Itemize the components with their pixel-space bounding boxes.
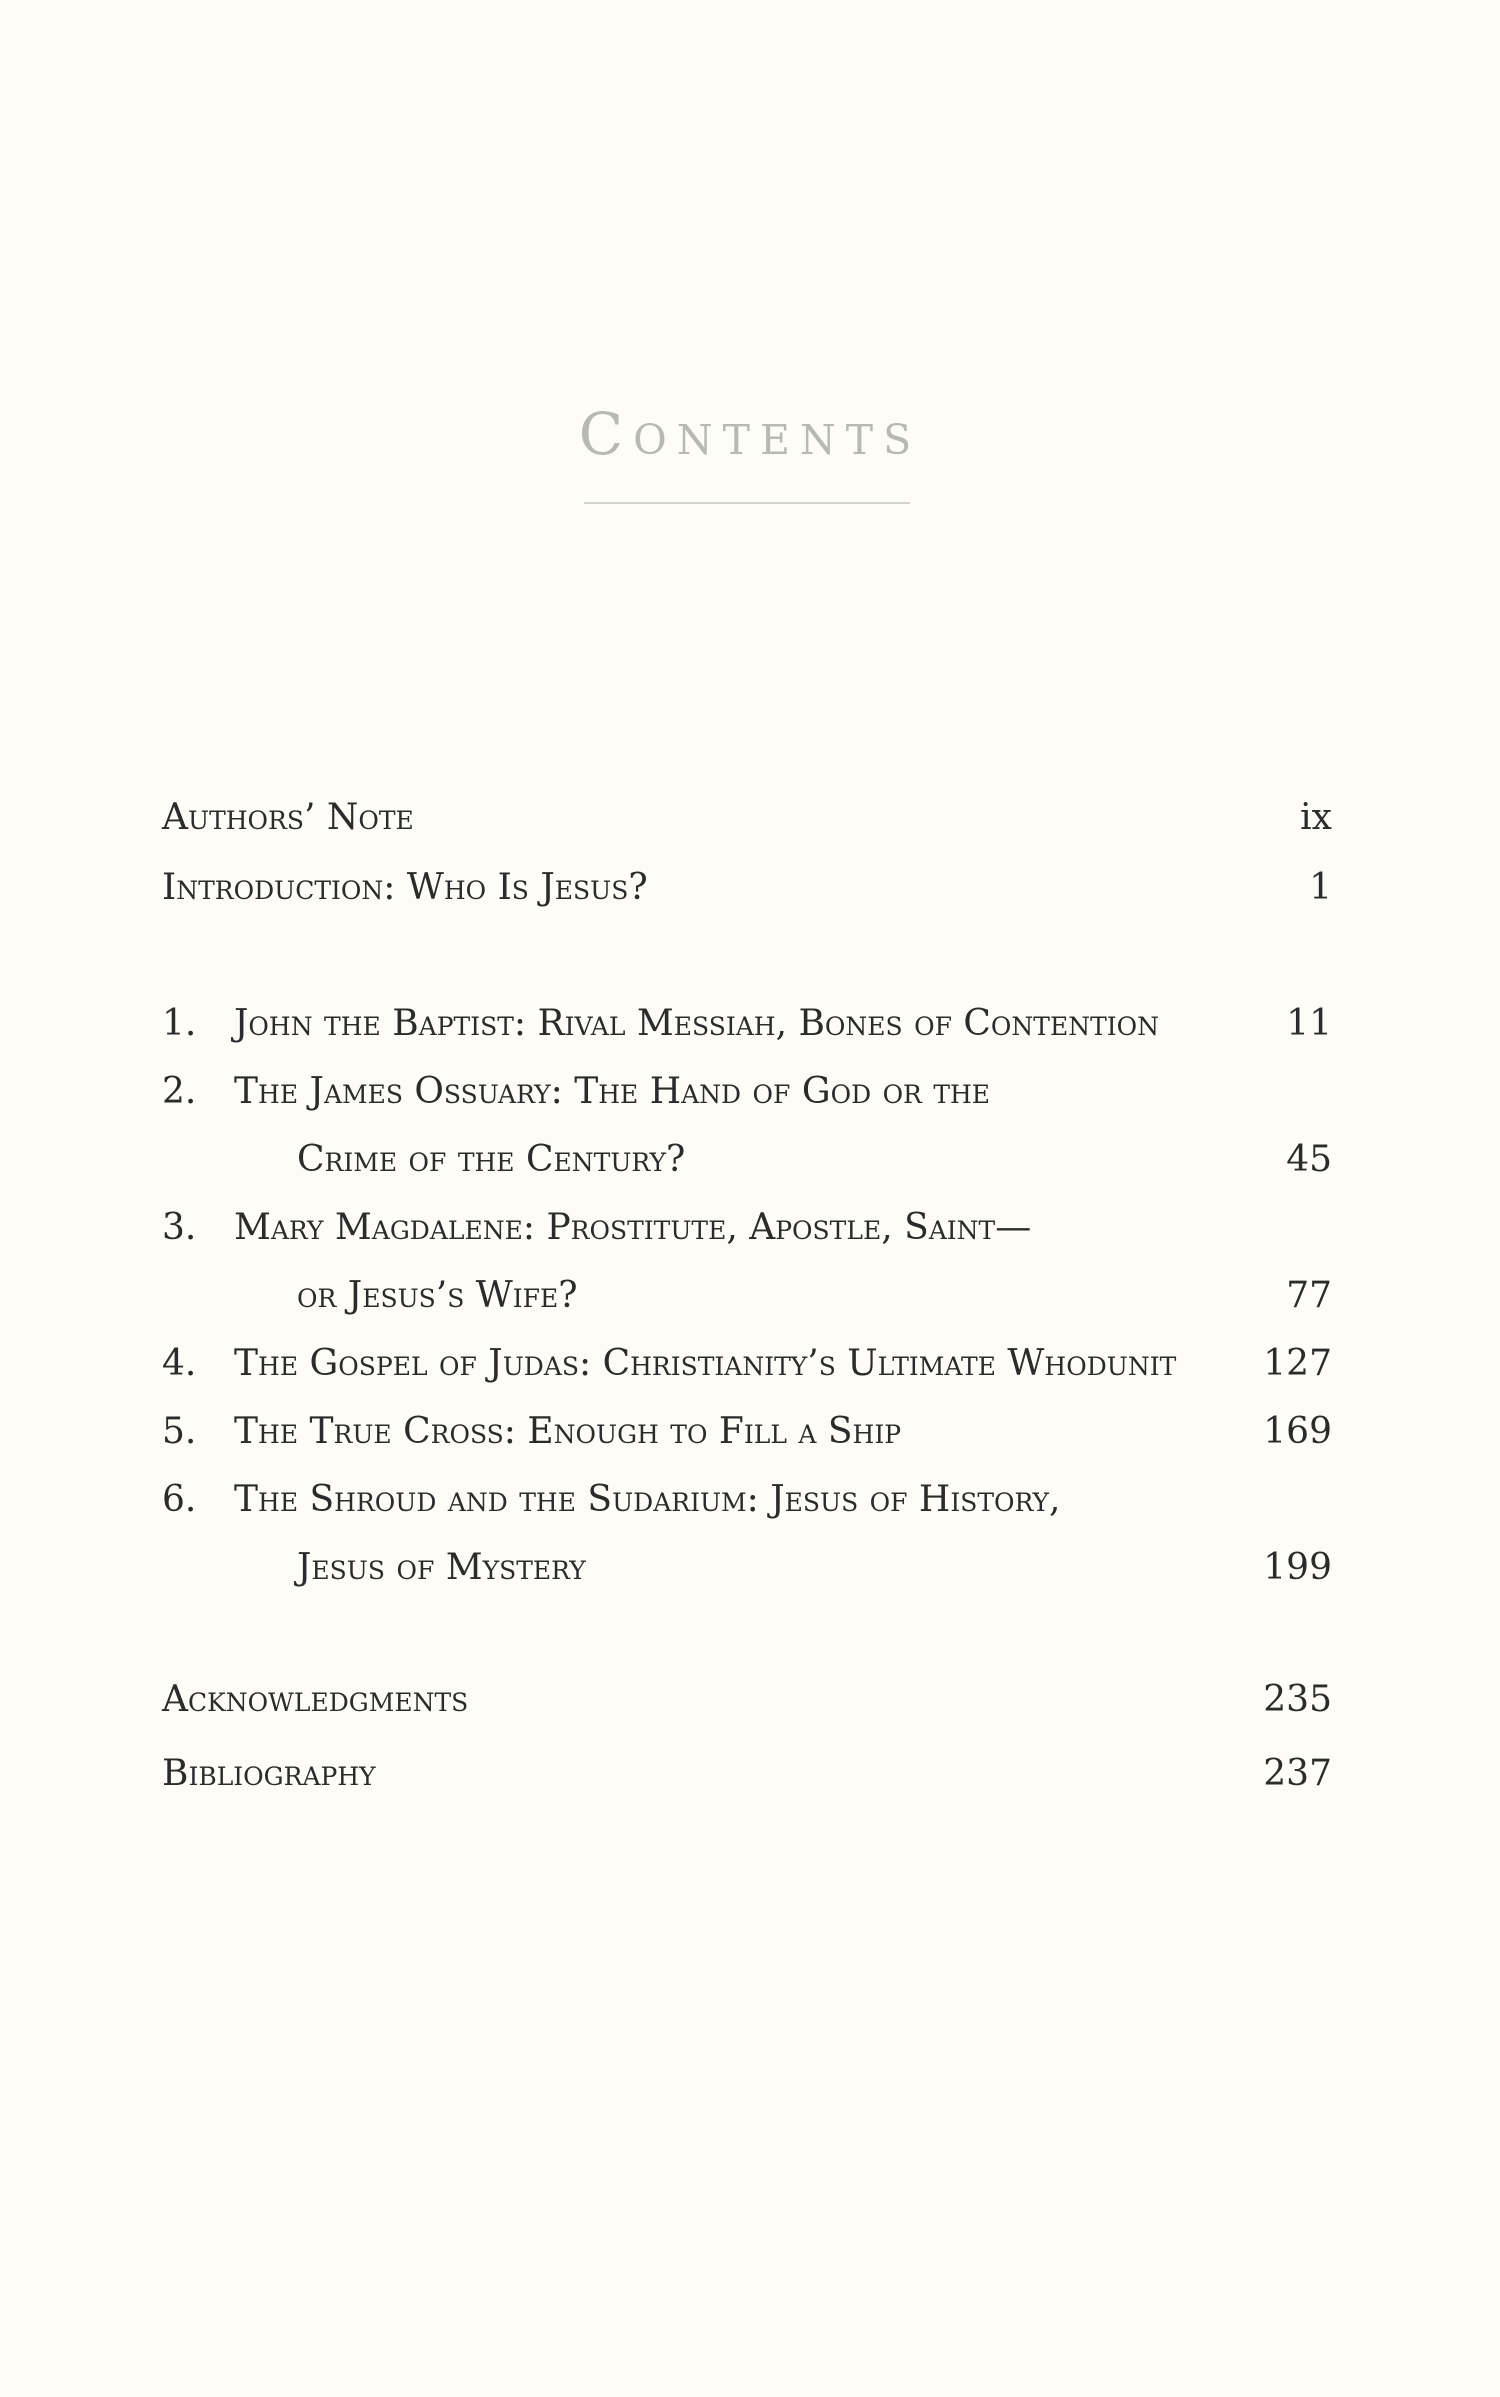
toc-entry-title: John the Baptist: Rival Messiah, Bones of Contention (234, 1003, 1160, 1044)
title-divider (584, 502, 910, 504)
toc-entry-page: 127 (1263, 1343, 1332, 1384)
chapter-number: 2. (162, 1071, 197, 1112)
toc-entry-title: The True Cross: Enough to Fill a Ship (234, 1411, 902, 1452)
toc-entry-page: ix (1300, 797, 1332, 838)
toc-entry-chapter-3-continued (162, 1266, 1332, 1326)
toc-entry-chapter-6 (162, 1470, 1332, 1530)
chapter-number: 3. (162, 1207, 197, 1248)
toc-entry-title: Acknowledgments (162, 1679, 469, 1720)
toc-entry-title-continued: Jesus of Mystery (297, 1547, 586, 1588)
chapter-number: 6. (162, 1479, 197, 1520)
toc-entry-page: 77 (1286, 1275, 1332, 1316)
toc-entry-chapter-3 (162, 1198, 1332, 1258)
toc-entry-title-continued: Crime of the Century? (297, 1139, 686, 1180)
toc-entry-page: 169 (1263, 1411, 1332, 1452)
chapter-number: 4. (162, 1343, 197, 1384)
toc-entry-title: The James Ossuary: The Hand of God or the (234, 1071, 991, 1112)
toc-entry-introduction (162, 858, 1332, 918)
toc-entry-page: 237 (1263, 1753, 1332, 1794)
toc-entry-title: Authors’ Note (162, 797, 414, 838)
page-title: Contents (578, 400, 922, 468)
chapter-number: 5. (162, 1411, 197, 1452)
toc-entry-page: 1 (1309, 867, 1332, 908)
toc-entry-title: The Shroud and the Sudarium: Jesus of History, (234, 1479, 1061, 1520)
toc-entry-chapter-1 (162, 994, 1332, 1054)
toc-entry-title: Bibliography (162, 1753, 376, 1794)
toc-entry-bibliography (162, 1744, 1332, 1804)
toc-entry-title-continued: or Jesus’s Wife? (297, 1275, 578, 1316)
toc-entry-chapter-6-continued (162, 1538, 1332, 1598)
toc-entry-page: 11 (1286, 1003, 1332, 1044)
toc-entry-chapter-2 (162, 1062, 1332, 1122)
toc-entry-page: 199 (1263, 1547, 1332, 1588)
toc-entry-title: Introduction: Who Is Jesus? (162, 867, 648, 908)
toc-entry-title: The Gospel of Judas: Christianity’s Ultimate Whodunit (234, 1343, 1177, 1384)
toc-entry-acknowledgments (162, 1670, 1332, 1730)
toc-entry-chapter-5 (162, 1402, 1332, 1462)
toc-entry-title: Mary Magdalene: Prostitute, Apostle, Saint— (234, 1207, 1032, 1248)
toc-entry-authors-note (162, 788, 1332, 848)
toc-entry-page: 45 (1286, 1139, 1332, 1180)
chapter-number: 1. (162, 1003, 197, 1044)
toc-entry-chapter-4 (162, 1334, 1332, 1394)
toc-entry-page: 235 (1263, 1679, 1332, 1720)
toc-entry-chapter-2-continued (162, 1130, 1332, 1190)
